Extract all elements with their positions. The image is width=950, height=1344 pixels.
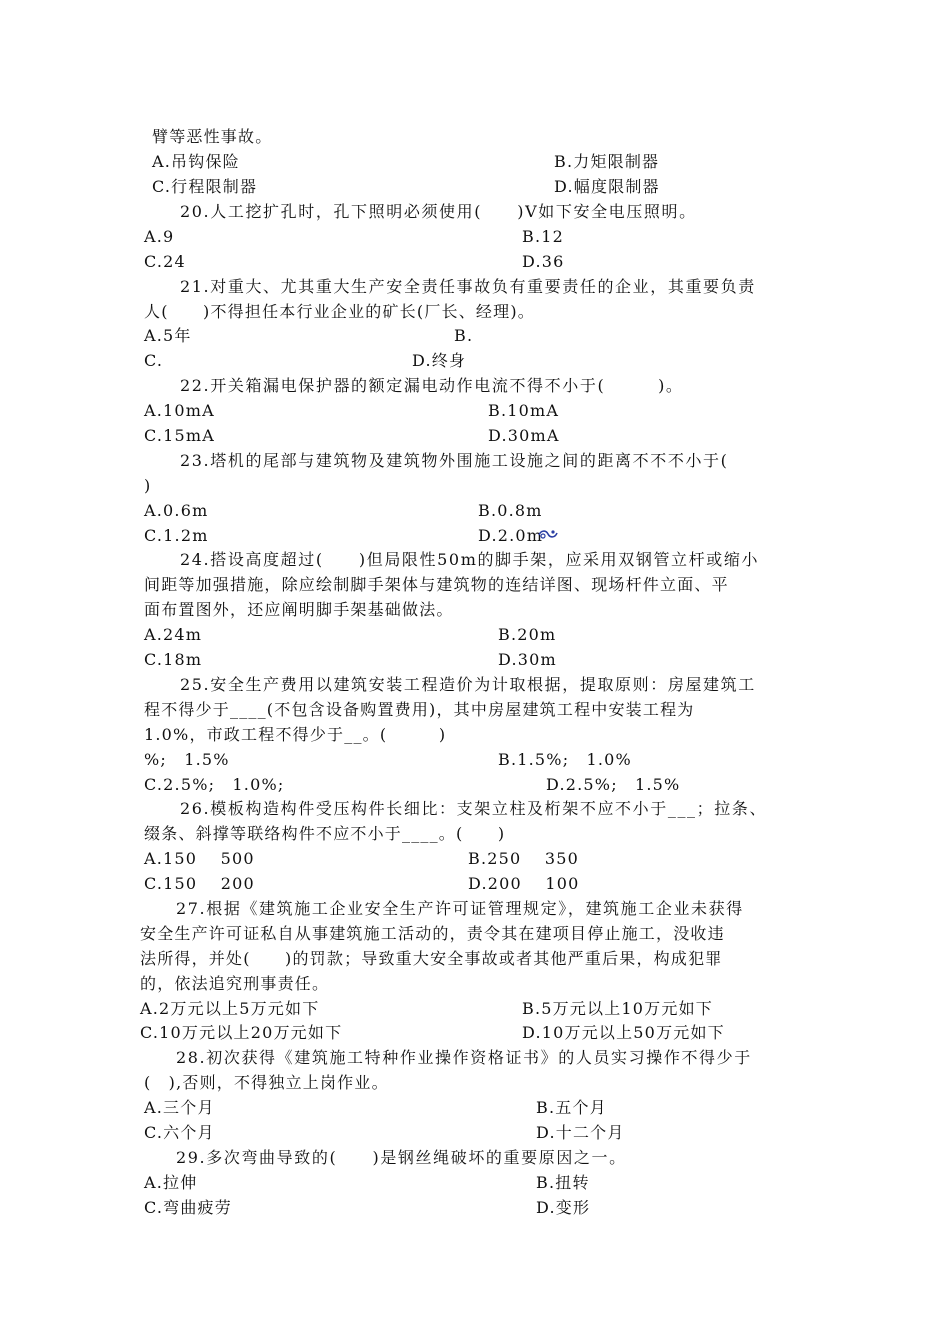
answer-line: C.150 200: [144, 874, 255, 893]
answer-line: D.变形: [536, 1198, 591, 1217]
answer-line: C.: [144, 351, 164, 370]
answer-line: A.0.6m: [144, 501, 209, 520]
answer-line: C.18m: [144, 650, 203, 669]
watermark-stamp-icon: [537, 528, 559, 540]
answer-line: D.30mA: [488, 426, 560, 445]
answer-line: A.三个月: [144, 1098, 215, 1117]
answer-line: ): [144, 476, 152, 495]
answer-line: C.六个月: [144, 1123, 215, 1142]
answer-line: A.9: [144, 227, 175, 246]
answer-line: D.十二个月: [536, 1123, 625, 1142]
answer-line: D.200 100: [468, 874, 580, 893]
answer-line: 缀条、斜撑等联络构件不应不小于____。( ): [144, 824, 506, 843]
answer-line: 间距等加强措施，除应绘制脚手架体与建筑物的连结详图、现场杆件立面、平: [144, 575, 729, 594]
answer-line: B.扭转: [536, 1173, 590, 1192]
question-text: 21.对重大、尤其重大生产安全责任事故负有重要责任的企业，其重要负责: [180, 277, 756, 296]
answer-line: A.2万元以上5万元如下: [140, 999, 320, 1018]
answer-line: 的，依法追究刑事责任。: [140, 974, 330, 993]
answer-line: A.拉伸: [144, 1173, 198, 1192]
answer-line: C.2.5%; 1.0%;: [144, 775, 285, 794]
answer-line: A.150 500: [144, 849, 255, 868]
answer-line: A.吊钩保险: [152, 152, 240, 171]
answer-line: B.250 350: [468, 849, 580, 868]
answer-line: D.2.0m: [478, 526, 544, 545]
answer-line: C.弯曲疲劳: [144, 1198, 232, 1217]
answer-line: A.5年: [144, 326, 192, 345]
question-text: 25.安全生产费用以建筑安装工程造价为计取根据，提取原则：房屋建筑工: [180, 675, 756, 694]
answer-line: B.20m: [498, 625, 557, 644]
answer-line: D.幅度限制器: [554, 177, 660, 196]
answer-line: A.10mA: [144, 401, 215, 420]
answer-line: A.24m: [144, 625, 203, 644]
question-text: 28.初次获得《建筑施工特种作业操作资格证书》的人员实习操作不得少于: [176, 1048, 752, 1067]
question-text: 20.人工挖扩孔时，孔下照明必须使用( )V如下安全电压照明。: [180, 202, 697, 221]
question-text: 24.搭设高度超过( )但局限性50m的脚手架，应采用双钢管立杆或缩小: [180, 550, 760, 569]
answer-line: 臂等恶性事故。: [152, 127, 273, 146]
answer-line: 面布置图外，还应阐明脚手架基础做法。: [144, 600, 454, 619]
answer-line: B.10mA: [488, 401, 560, 420]
answer-line: B.0.8m: [478, 501, 543, 520]
answer-line: B.五个月: [536, 1098, 607, 1117]
answer-line: B.: [454, 326, 474, 345]
answer-line: B.力矩限制器: [554, 152, 660, 171]
answer-line: C.24: [144, 252, 186, 271]
question-text: 23.塔机的尾部与建筑物及建筑物外围施工设施之间的距离不不不小于(: [180, 451, 729, 470]
answer-line: D.30m: [498, 650, 557, 669]
question-text: 26.模板构造构件受压构件长细比：支架立柱及桁架不应不小于___；拉条、: [180, 799, 768, 818]
answer-line: 安全生产许可证私自从事建筑施工活动的，责令其在建项目停止施工，没收违: [140, 924, 725, 943]
question-text: 29.多次弯曲导致的( )是钢丝绳破坏的重要原因之一。: [176, 1148, 627, 1167]
answer-line: B.12: [522, 227, 565, 246]
answer-line: C.行程限制器: [152, 177, 258, 196]
question-text: 22.开关箱漏电保护器的额定漏电动作电流不得不小于( )。: [180, 376, 684, 395]
answer-line: D.10万元以上50万元如下: [522, 1023, 725, 1042]
answer-line: C.15mA: [144, 426, 216, 445]
answer-line: 法所得，并处( )的罚款；导致重大安全事故或者其他严重后果，构成犯罪: [140, 949, 723, 968]
answer-line: C.10万元以上20万元如下: [140, 1023, 343, 1042]
answer-line: %; 1.5%: [144, 750, 230, 769]
answer-line: B.1.5%; 1.0%: [498, 750, 632, 769]
answer-line: D.2.5%; 1.5%: [546, 775, 681, 794]
answer-line: 人( )不得担任本行业企业的矿长(厂长、经理)。: [144, 302, 535, 321]
answer-line: B.5万元以上10万元如下: [522, 999, 713, 1018]
answer-line: D.36: [522, 252, 565, 271]
answer-line: 1.0%，市政工程不得少于__。( ): [144, 725, 447, 744]
answer-line: ( ),否则，不得独立上岗作业。: [144, 1073, 389, 1092]
question-text: 27.根据《建筑施工企业安全生产许可证管理规定》，建筑施工企业未获得: [176, 899, 744, 918]
answer-line: 程不得少于____(不包含设备购置费用)，其中房屋建筑工程中安装工程为: [144, 700, 695, 719]
answer-line: C.1.2m: [144, 526, 209, 545]
answer-line: D.终身: [412, 351, 467, 370]
